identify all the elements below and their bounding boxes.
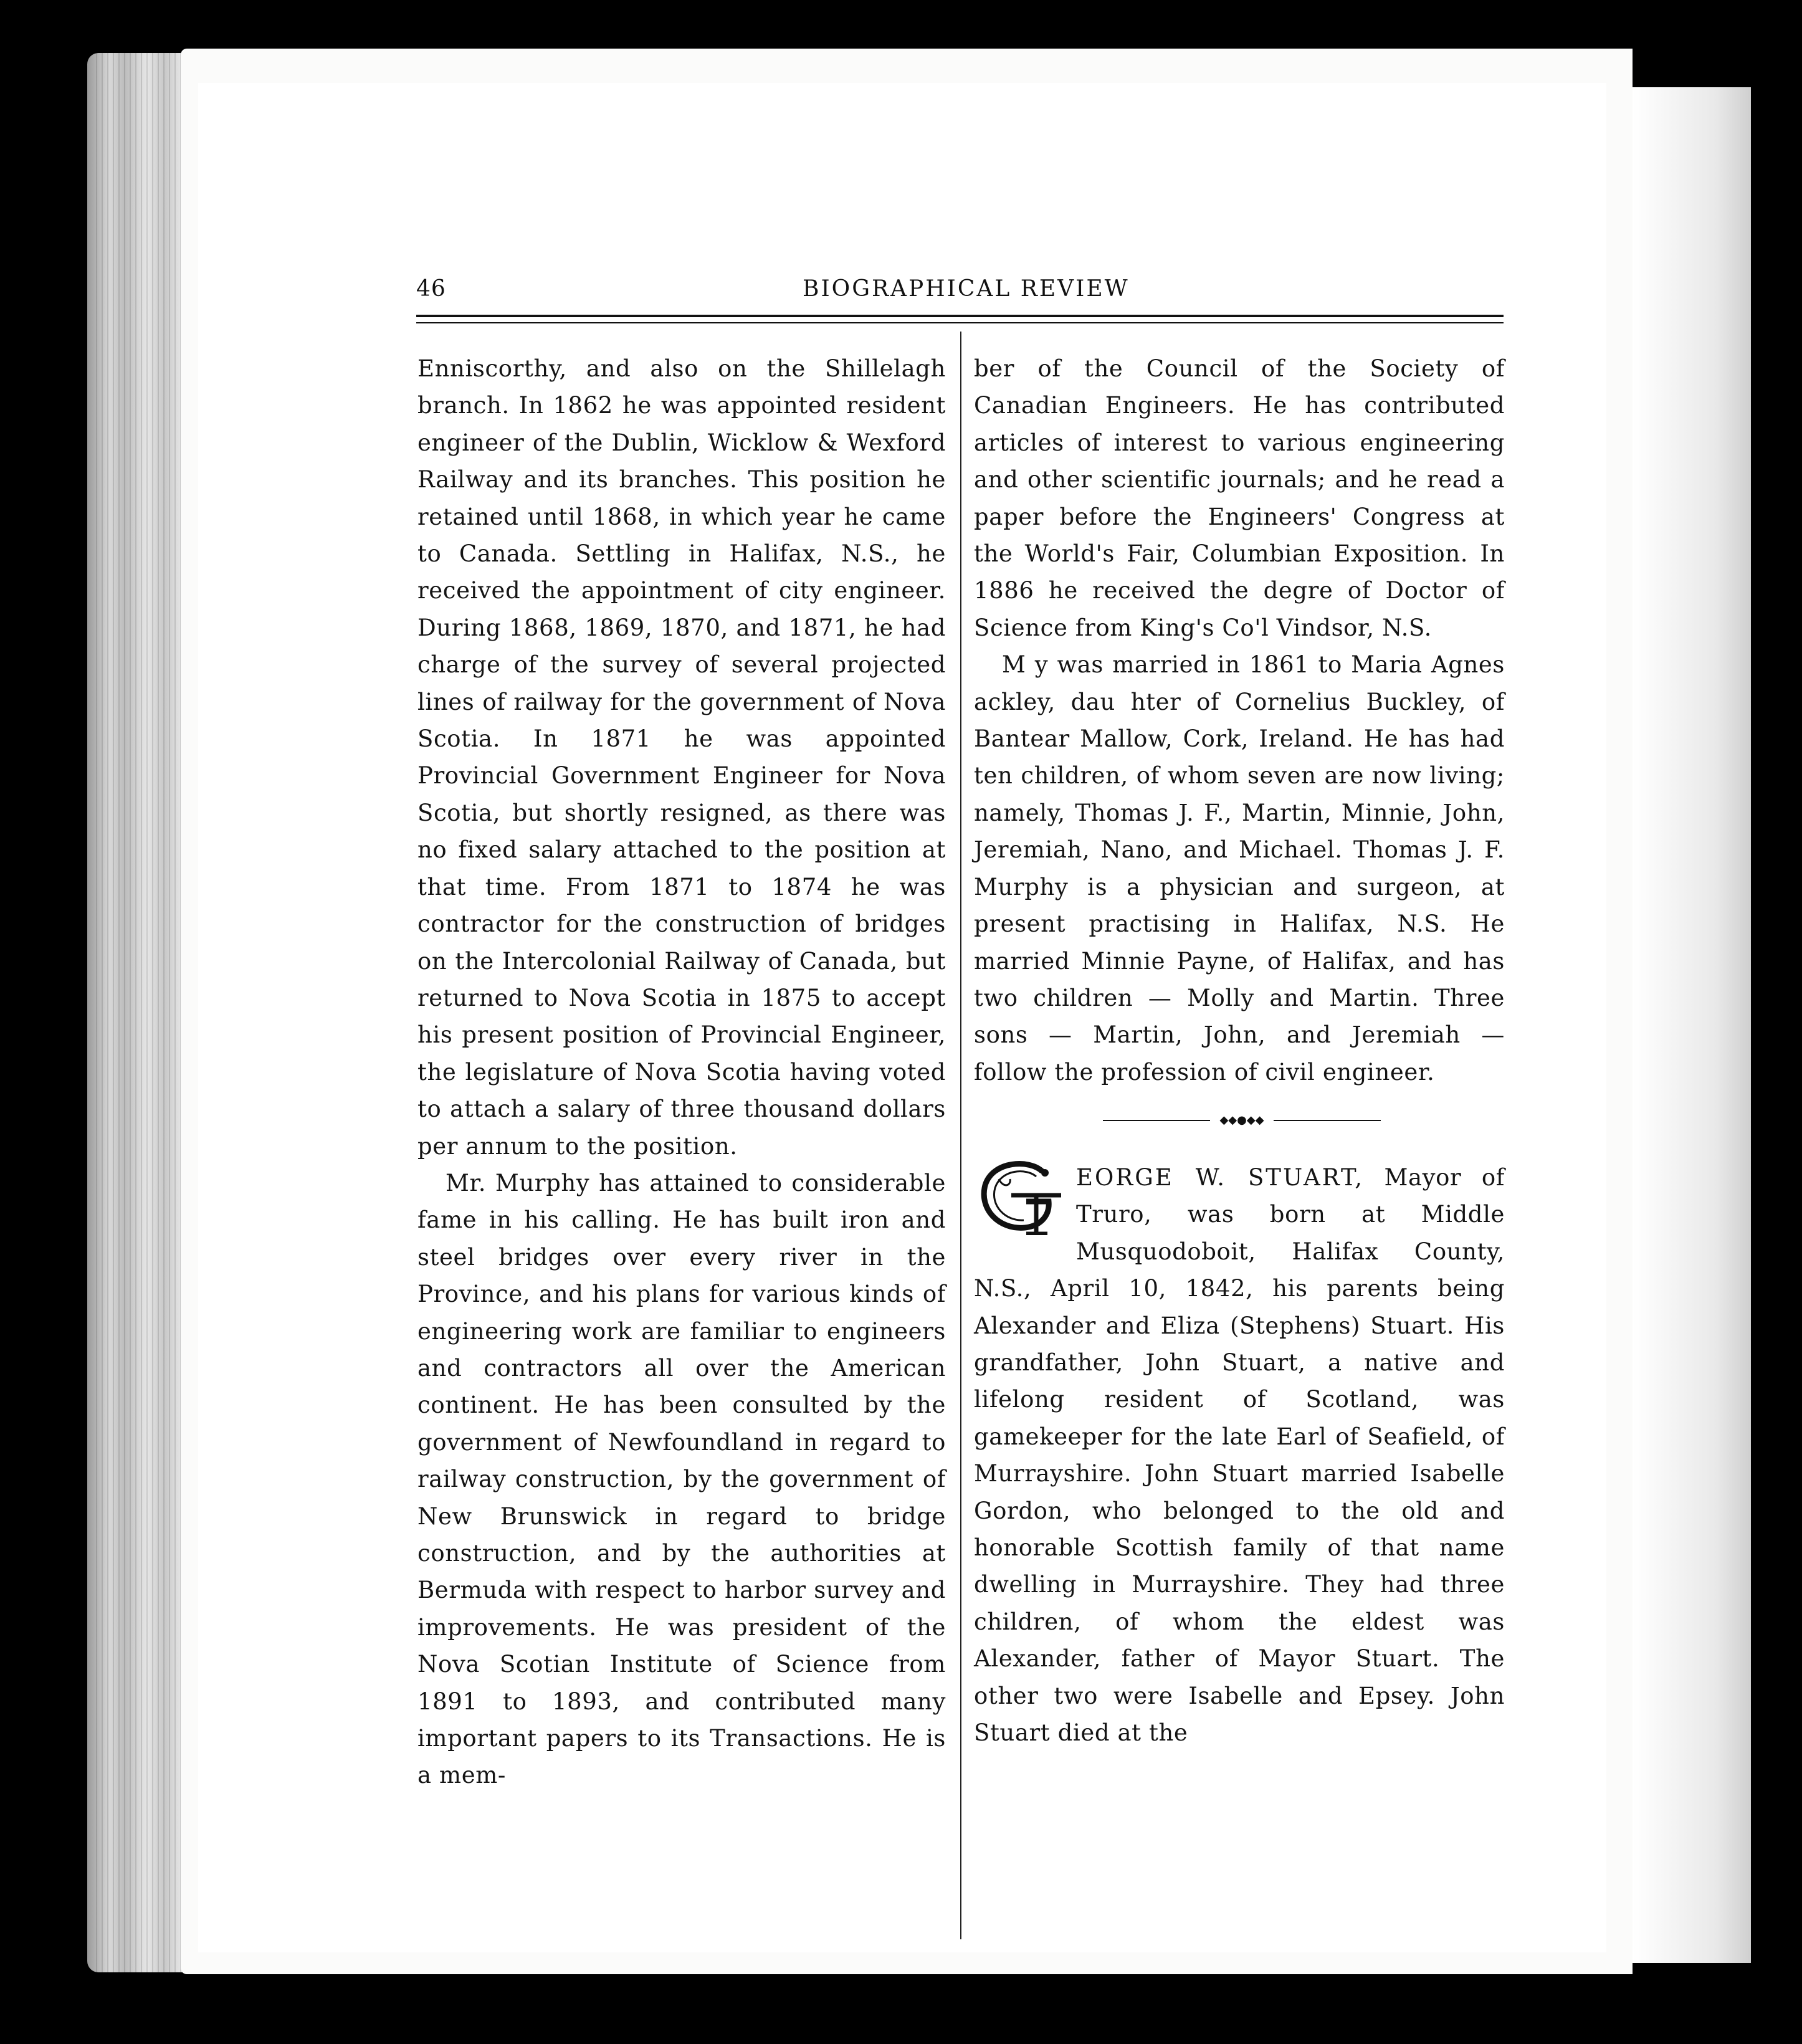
header-rule-thick (416, 315, 1504, 317)
biography-stuart (974, 1159, 1505, 1752)
page-title: BIOGRAPHICAL REVIEW (803, 276, 1130, 302)
running-head (416, 276, 1507, 313)
header-rule-thin (416, 322, 1504, 323)
drop-cap (974, 1160, 1069, 1235)
page-number: 46 (416, 276, 446, 302)
biography-name: EORGE W. STUART, (1076, 1164, 1364, 1191)
left-paragraph-2: Mr. Murphy has attained to considerable fame in his calling. He has built iron and steel bridges over every river in the Province, and his plans for various kinds of engineering work are familiar to engineers and contractors all over the American continent. He has been consulted by the government of Newfoundland in regard to railway construction, by the government of New Brunswick in regard to bridge construction, and by the authorities at Bermuda with respect to harbor survey and improvements. He was president of the Nova Scotian Institute of Science from 1891 to 1893, and contributed many important papers to its Transactions. He is a mem- (417, 1169, 946, 1789)
left-paragraph-1: Enniscorthy, and also on the Shillelagh branch. In 1862 he was appointed resident engineer of the Dublin, Wicklow & Wexford Railway and its branches. This position he retained until 1868, in which year he came to Canada. Settling in Halifax, N.S., he received the appointment of city engineer. During 1868, 1869, 1870, and 1871, he had charge of the survey of several projected lines of railway for the government of Nova Scotia. In 1871 he was appointed Provincial Government Engineer for Nova Scotia, but shortly resigned, as there was no fixed salary attached to the position at that time. From 1871 to 1874 he was contractor for the construction of bridges on the Intercolonial Railway of Canada, but returned to Nova Scotia in 1875 to accept his present position of Provincial Engineer, the legislature of Nova Scotia having voted to attach a salary of three thousand dollars per annum to the position. (417, 355, 946, 1160)
right-paragraph-2: M y was married in 1861 to Maria Agnes ackley, dau hter of Cornelius Buckley, of Bantear Mallow, Cork, Ireland. He has had ten children, of whom seven are now living; namely, Thomas J. F., Martin, Minnie, John, Jeremiah, Nano, and Michael. Thomas J. F. Murphy is a physician and surgeon, at present practising in Halifax, N.S. He married Minnie Payne, of Halifax, and has two children — Molly and Martin. Three sons — Martin, John, and Jeremiah — follow the profession of civil engineer. (974, 651, 1505, 1086)
right-column (974, 350, 1505, 1091)
biography-text: Mayor of Truro, was born at Middle Musquodoboit, Halifax County, N.S., April 10, 1842, his parents being Alexander and Eliza (Stephens) Stuart. His grandfather, John Stuart, a native and lifelong resident of Scotland, was gamekeeper for the late Earl of Seafield, of Murrayshire. John Stuart married Isabelle Gordon, who belonged to the old and honorable Scottish family of that name dwelling in Murrayshire. They had three children, of whom the eldest was Alexander, father of Mayor Stuart. The other two were Isabelle and Epsey. John Stuart died at the (974, 1164, 1505, 1747)
column-divider (960, 332, 961, 1939)
right-paragraph-1: ber of the Council of the Society of Canadian Engineers. He has contributed articles of interest to various engineering and other scientific journals; and he read a paper before the Engineers' Congress at the World's Fair, Columbian Exposition. In 1886 he received the degre of Doctor of Science from King's Co'l Vindsor, N.S. (974, 355, 1505, 641)
section-separator (1103, 1114, 1381, 1127)
facing-page-edge (1633, 87, 1751, 1963)
left-column (417, 350, 946, 1794)
drop-cap-ornament-icon (974, 1160, 1069, 1235)
separator-ornament: ◆◆●◆◆ (1210, 1114, 1274, 1127)
